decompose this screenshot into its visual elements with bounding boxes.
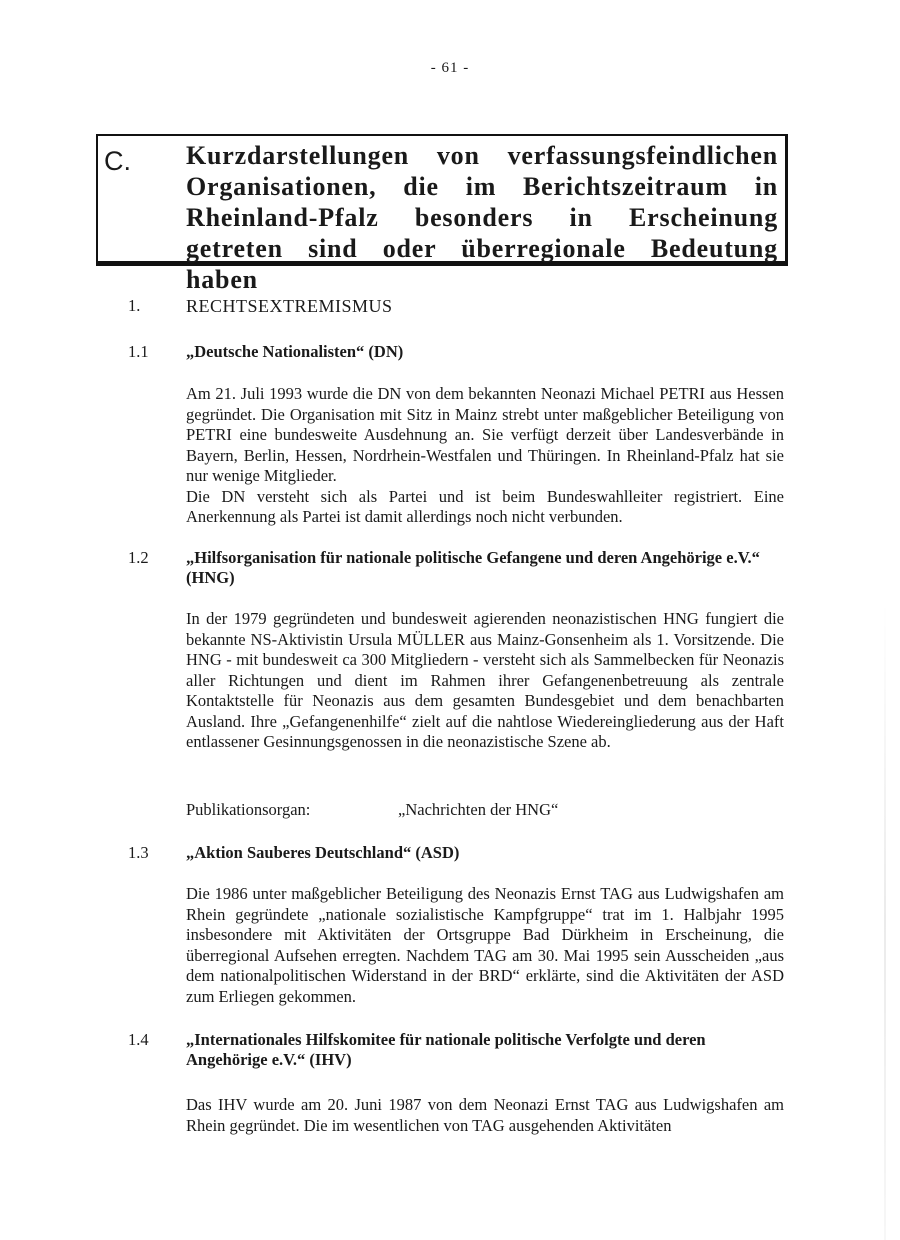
paragraph: Die DN versteht sich als Partei und ist beim Bundeswahlleiter registriert. Eine Anerkennung als Partei ist damit allerdings noch nicht verbunden. bbox=[186, 486, 784, 526]
subsection-number: 1.3 bbox=[128, 843, 149, 862]
subsection-title: „Internationales Hilfskomitee für nationale politische Verfolgte und deren Angehörige e.V.“ (IHV) bbox=[186, 1030, 706, 1069]
subsection-body-1-3 bbox=[186, 884, 784, 1007]
paragraph: In der 1979 gegründeten und bundesweit agierenden neonazistischen HNG fungiert die bekannte NS-Aktivistin Ursula MÜLLER aus Mainz-Gonsenheim als 1. Vorsitzende. Die HNG - mit bundesweit ca 300 Mitgliedern - versteht sich als Sammelbecken für Neonazis aller Richtungen und dient im Rahmen ihrer Gefangenenbetreuung als zentrale Kontaktstelle für Neonazis aus dem gesamten Bundesgebiet und dem benachbarten Ausland. Ihre „Gefangenenhilfe“ zielt auf die nahtlose Wiedereingliederung aus der Haft entlassener Gesinnungsgenossen in die neonazistische Szene ab. bbox=[186, 609, 784, 751]
subsection-number: 1.4 bbox=[128, 1030, 149, 1049]
subsection-number: 1.2 bbox=[128, 548, 149, 567]
section-number: 1. bbox=[128, 296, 141, 315]
scan-edge-shadow bbox=[884, 600, 886, 1240]
paragraph: Das IHV wurde am 20. Juni 1987 von dem Neonazi Ernst TAG aus Ludwigshafen am Rhein gegründet. Die im wesentlichen von TAG ausgehenden Aktivitäten bbox=[186, 1095, 784, 1135]
paragraph: Die 1986 unter maßgeblicher Beteiligung des Neonazis Ernst TAG aus Ludwigshafen am Rhein gegründete „nationale sozialistische Kampfgruppe“ trat im 1. Halbjahr 1995 insbesondere mit Aktivitäten der Ortsgruppe Bad Dürkheim in Erscheinung, die überregional Aufsehen erregten. Nachdem TAG am 30. Mai 1995 sein Ausscheiden „aus dem nationalpolitischen Widerstand in der BRD“ erklärte, sind die Aktivitäten der ASD zum Erliegen gekommen. bbox=[186, 884, 784, 1006]
chapter-letter: C. bbox=[104, 146, 131, 176]
chapter-heading-box bbox=[96, 134, 788, 294]
subsection-body-1-4 bbox=[186, 1095, 784, 1136]
subsection-number: 1.1 bbox=[128, 342, 149, 361]
publication-value: „Nachrichten der HNG“ bbox=[398, 800, 559, 819]
chapter-title: Kurzdarstellungen von verfassungsfeindlichen Organisationen, die im Berichtszeitraum in Rheinland-Pfalz besonders in Erscheinung getreten sind oder überregionale Bedeutung haben bbox=[186, 141, 778, 294]
paragraph: Am 21. Juli 1993 wurde die DN von dem bekannten Neonazi Michael PETRI aus Hessen gegründet. Die Organisation mit Sitz in Mainz strebt unter maßgeblicher Beteiligung von PETRI eine bundesweite Ausdehnung an. Sie verfügt derzeit über Landesverbände in Bayern, Berlin, Hessen, Nordrhein-Westfalen und Thüringen. In Rheinland-Pfalz hat sie nur wenige Mitglieder. bbox=[186, 384, 784, 485]
subsection-body-1-1 bbox=[186, 384, 784, 528]
subsection-title: „Deutsche Nationalisten“ (DN) bbox=[186, 342, 404, 361]
publication-label: Publikationsorgan: bbox=[186, 800, 311, 819]
subsection-title: „Aktion Sauberes Deutschland“ (ASD) bbox=[186, 843, 460, 862]
subsection-body-1-2 bbox=[186, 609, 784, 753]
section-title: RECHTSEXTREMISMUS bbox=[186, 296, 393, 316]
subsection-title: „Hilfsorganisation für nationale politische Gefangene und deren Angehörige e.V.“ (HNG) bbox=[186, 548, 760, 587]
page-number: - 61 - bbox=[430, 60, 470, 76]
